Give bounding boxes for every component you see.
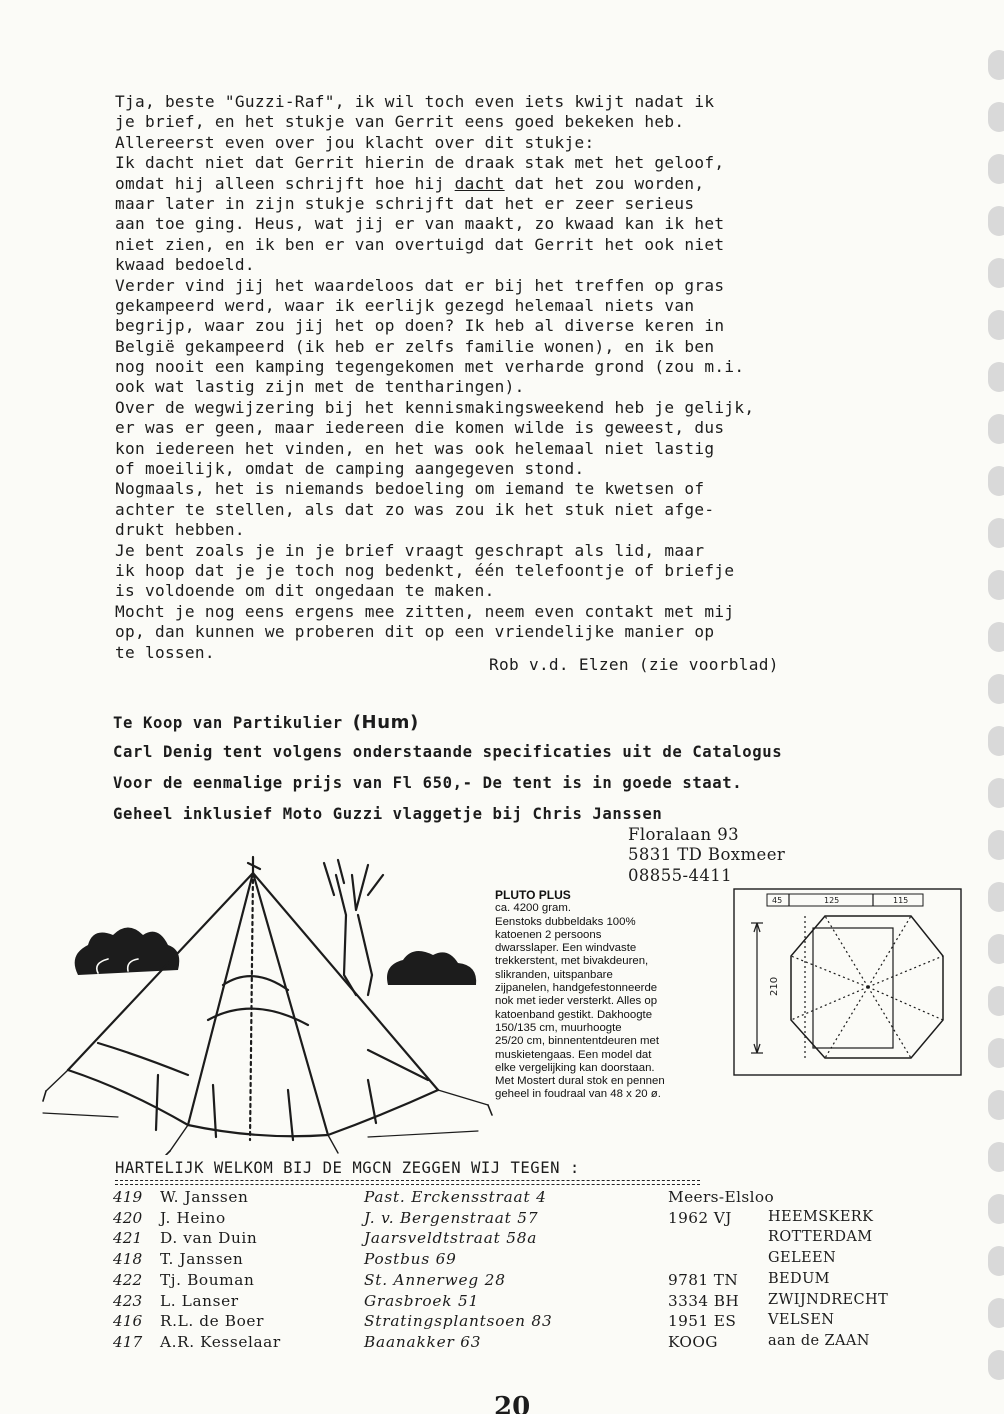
member-postcode: 3334 BH bbox=[668, 1291, 740, 1310]
binder-hole bbox=[988, 1090, 1004, 1120]
plan-dim-2: 125 bbox=[824, 896, 840, 905]
letter-line: of moeilijk, omdat de camping aangegeven stond. bbox=[115, 459, 585, 479]
letter-text bbox=[115, 92, 935, 663]
member-postcode: 1962 VJ bbox=[668, 1208, 732, 1227]
member-city: ROTTERDAM bbox=[768, 1229, 873, 1246]
letter-line: Je bent zoals je in je brief vraagt geschrapt als lid, maar bbox=[115, 540, 705, 560]
letter-line: is voldoende om dit ongedaan te maken. bbox=[115, 581, 495, 601]
binder-hole bbox=[988, 258, 1004, 288]
tent-illustration bbox=[38, 855, 498, 1155]
member-postcode: 9781 TN bbox=[668, 1270, 739, 1289]
member-city: VELSEN bbox=[768, 1312, 835, 1329]
sale-address-street: Floralaan 93 bbox=[628, 825, 740, 844]
catalog-line: Eenstoks dubbeldaks 100% bbox=[495, 915, 636, 928]
member-city: BEDUM bbox=[768, 1270, 830, 1287]
letter-line: begrijp, waar zou jij het op doen? Ik heb al diverse keren in bbox=[115, 316, 725, 336]
plan-dim-side: 210 bbox=[769, 976, 780, 996]
catalog-description bbox=[495, 889, 725, 1102]
binder-hole bbox=[988, 414, 1004, 444]
binder-hole bbox=[988, 154, 1004, 184]
member-city: ZWIJNDRECHT bbox=[768, 1291, 889, 1308]
letter-line: Ik dacht niet dat Gerrit hierin de draak stak met het geloof, bbox=[115, 153, 725, 173]
member-number: 423 bbox=[113, 1291, 143, 1310]
catalog-line: Met Mostert dural stok en pennen bbox=[495, 1075, 665, 1088]
binder-hole bbox=[988, 1038, 1004, 1068]
member-street: Postbus 69 bbox=[364, 1250, 457, 1269]
sale-address-phone: 08855-4411 bbox=[628, 866, 733, 885]
letter-line: Mocht je nog eens ergens mee zitten, neem even contakt met mij bbox=[115, 601, 735, 621]
catalog-line: muskietengaas. Een model dat bbox=[495, 1048, 652, 1061]
welcome-heading-rule bbox=[115, 1180, 700, 1185]
binder-hole bbox=[988, 778, 1004, 808]
sale-address-postcode: 5831 TD Boxmeer bbox=[628, 845, 786, 864]
binder-hole bbox=[988, 1350, 1004, 1380]
page-number: 20 bbox=[494, 1392, 531, 1414]
member-number: 416 bbox=[113, 1312, 143, 1331]
member-row bbox=[0, 1209, 1004, 1230]
binder-hole bbox=[988, 726, 1004, 756]
letter-signature: Rob v.d. Elzen (zie voorblad) bbox=[489, 655, 779, 674]
member-street: Stratingsplantsoen 83 bbox=[364, 1312, 553, 1331]
binder-hole bbox=[988, 518, 1004, 548]
member-name: D. van Duin bbox=[160, 1229, 258, 1248]
catalog-lines bbox=[495, 902, 725, 1101]
catalog-line: katoenen 2 persoons bbox=[495, 928, 602, 941]
member-number: 420 bbox=[113, 1208, 143, 1227]
letter-line bbox=[115, 174, 935, 194]
member-name: J. Heino bbox=[160, 1208, 226, 1227]
letter-line: drukt hebben. bbox=[115, 520, 245, 540]
member-name: L. Lanser bbox=[160, 1291, 239, 1310]
catalog-line: ca. 4200 gram. bbox=[495, 902, 571, 915]
member-postcode: 1951 ES bbox=[668, 1312, 737, 1331]
sale-line-2: Voor de eenmalige prijs van Fl 650,- De tent is in goede staat. bbox=[113, 774, 743, 792]
member-street: Grasbroek 51 bbox=[364, 1291, 480, 1310]
member-row bbox=[0, 1188, 1004, 1209]
sale-line-3: Geheel inklusief Moto Guzzi vlaggetje bij Chris Janssen bbox=[113, 805, 663, 823]
member-row bbox=[0, 1292, 1004, 1313]
member-city: aan de ZAAN bbox=[768, 1332, 870, 1349]
member-row bbox=[0, 1250, 1004, 1271]
letter-line: Allereerst even over jou klacht over dit stukje: bbox=[115, 132, 595, 152]
member-row bbox=[0, 1333, 1004, 1354]
binder-hole bbox=[988, 622, 1004, 652]
letter-line: achter te stellen, als dat zo was zou ik het stuk niet afge- bbox=[115, 499, 715, 519]
letter-line: Verder vind jij het waardeloos dat er bij het treffen op gras bbox=[115, 275, 725, 295]
letter-line: kwaad bedoeld. bbox=[115, 255, 255, 275]
member-row bbox=[0, 1312, 1004, 1333]
binder-hole bbox=[988, 466, 1004, 496]
letter-line: nog nooit een kamping tegengekomen met verharde grond (zou m.i. bbox=[115, 357, 745, 377]
catalog-line: zijpanelen, handgefestonneerde bbox=[495, 982, 658, 995]
welcome-heading: HARTELIJK WELKOM BIJ DE MGCN ZEGGEN WIJ TEGEN : bbox=[115, 1159, 580, 1177]
plan-dim-3: 115 bbox=[893, 896, 909, 905]
letter-line: gekampeerd werd, waar ik eerlijk gezegd helemaal niets van bbox=[115, 295, 695, 315]
letter-line: op, dan kunnen we proberen dit op een vriendelijke manier op bbox=[115, 622, 715, 642]
binder-hole bbox=[988, 50, 1004, 80]
letter-line-text: omdat hij alleen schrijft hoe hij bbox=[115, 173, 455, 193]
binder-hole bbox=[988, 206, 1004, 236]
letter-line: Over de wegwijzering bij het kennismakingsweekend heb je gelijk, bbox=[115, 397, 755, 417]
member-name: A.R. Kesselaar bbox=[160, 1332, 281, 1351]
binder-hole bbox=[988, 674, 1004, 704]
letter-line: België gekampeerd (ik heb er zelfs familie wonen), en ik ben bbox=[115, 336, 715, 356]
member-street: Jaarsveldtstraat 58a bbox=[364, 1229, 538, 1248]
catalog-line: nok met ieder versterkt. Alles op bbox=[495, 995, 658, 1008]
catalog-line: katoenband gestikt. Dakhoogte bbox=[495, 1008, 653, 1021]
letter-line: ik hoop dat je je toch nog bedenkt, één telefoontje of briefje bbox=[115, 560, 735, 580]
catalog-line: dwarsslaper. Een windvaste bbox=[495, 942, 637, 955]
plan-dim-1: 45 bbox=[772, 896, 783, 905]
member-number: 422 bbox=[113, 1270, 143, 1289]
letter-line: maar later in zijn stukje schrijft dat het er zeer serieus bbox=[115, 193, 695, 213]
tent-floor-plan bbox=[733, 888, 963, 1078]
member-number: 419 bbox=[113, 1188, 143, 1206]
member-street: Baanakker 63 bbox=[364, 1332, 482, 1351]
member-row bbox=[0, 1271, 1004, 1292]
member-postcode: Meers-Elsloo bbox=[668, 1188, 775, 1206]
sale-heading bbox=[113, 712, 419, 733]
letter-line: kon iedereen het vinden, en het was ook helemaal niet lastig bbox=[115, 438, 715, 458]
member-name: W. Janssen bbox=[160, 1188, 249, 1206]
binder-hole bbox=[988, 934, 1004, 964]
sale-heading-note: (Hum) bbox=[352, 712, 419, 733]
binder-hole bbox=[988, 830, 1004, 860]
catalog-line: geheel in foudraal van 48 x 20 ø. bbox=[495, 1088, 661, 1101]
member-name: T. Janssen bbox=[160, 1250, 244, 1269]
letter-line: je brief, en het stukje van Gerrit eens goed bekeken heb. bbox=[115, 112, 685, 132]
binder-hole bbox=[988, 310, 1004, 340]
member-name: Tj. Bouman bbox=[160, 1270, 255, 1289]
catalog-line: 150/135 cm, muurhoogte bbox=[495, 1021, 622, 1034]
sale-line-1: Carl Denig tent volgens onderstaande specificaties uit de Catalogus bbox=[113, 743, 783, 761]
member-postcode: KOOG bbox=[668, 1332, 718, 1351]
binder-hole bbox=[988, 1142, 1004, 1172]
binder-hole bbox=[988, 102, 1004, 132]
member-city: HEEMSKERK bbox=[768, 1208, 874, 1225]
letter-line: er was er geen, maar iedereen die komen wilde is geweest, dus bbox=[115, 418, 725, 438]
catalog-line: elke vergelijking kan doorstaan. bbox=[495, 1061, 655, 1074]
member-city: GELEEN bbox=[768, 1250, 837, 1267]
member-street: J. v. Bergenstraat 57 bbox=[364, 1208, 539, 1227]
letter-line: aan toe ging. Heus, wat jij er van maakt, zo kwaad kan ik het bbox=[115, 214, 725, 234]
member-row bbox=[0, 1229, 1004, 1250]
letter-line-text: dat het zou worden, bbox=[504, 173, 705, 193]
catalog-line: trekkerstent, met bivakdeuren, bbox=[495, 955, 649, 968]
letter-line: Tja, beste "Guzzi-Raf", ik wil toch even iets kwijt nadat ik bbox=[115, 92, 715, 111]
binder-hole bbox=[988, 570, 1004, 600]
member-street: Past. Erckensstraat 4 bbox=[364, 1188, 547, 1206]
letter-underlined-word: dacht bbox=[454, 173, 505, 193]
letter-line: ook wat lastig zijn met de tentharingen). bbox=[115, 377, 525, 397]
member-number: 421 bbox=[113, 1229, 143, 1248]
sale-heading-text: Te Koop van Partikulier bbox=[113, 714, 353, 732]
member-name: R.L. de Boer bbox=[160, 1312, 264, 1331]
letter-line: niet zien, en ik ben er van overtuigd dat Gerrit het ook niet bbox=[115, 234, 725, 254]
binder-hole bbox=[988, 882, 1004, 912]
binder-hole bbox=[988, 362, 1004, 392]
catalog-line: 25/20 cm, binnententdeuren met bbox=[495, 1035, 660, 1048]
member-number: 418 bbox=[113, 1250, 143, 1269]
catalog-line: slikranden, uitspanbare bbox=[495, 968, 613, 981]
letter-line: Nogmaals, het is niemands bedoeling om iemand te kwetsen of bbox=[115, 479, 705, 499]
member-street: St. Annerweg 28 bbox=[364, 1270, 506, 1289]
binder-hole bbox=[988, 986, 1004, 1016]
member-number: 417 bbox=[113, 1332, 143, 1351]
letter-line: te lossen. bbox=[115, 642, 215, 662]
catalog-title: PLUTO PLUS bbox=[495, 888, 571, 902]
